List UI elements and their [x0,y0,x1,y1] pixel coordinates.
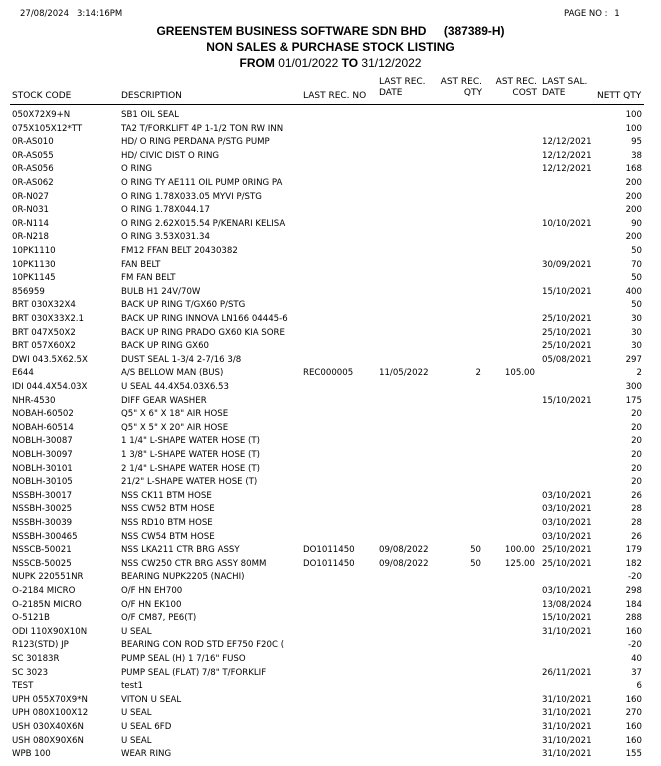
last-sal-date-cell: 31/10/2021 [542,694,592,705]
last-sal-date-cell: 13/08/2024 [542,599,592,610]
description-cell: O RING 1.78X044.17 [121,205,210,216]
last-sal-date-cell: 31/10/2021 [542,749,592,760]
description-cell: DUST SEAL 1-3/4 2-7/16 3/8 [121,354,242,365]
nett-qty-cell: 26 [631,490,642,501]
stock-code-cell: NOBLH-30101 [12,463,73,474]
nett-qty-cell: -20 [627,640,642,651]
nett-qty-cell: 20 [631,477,642,488]
to-label: TO [341,56,359,70]
table-row [0,422,661,436]
description-cell: NSS CW250 CTR BRG ASSY 80MM [121,558,267,569]
last-sal-date-cell: 03/10/2021 [542,531,592,542]
table-row [0,259,661,273]
last-sal-date-cell: 31/10/2021 [542,735,592,746]
stock-code-cell: 0R-N031 [12,205,50,216]
stock-code-cell: 856959 [12,286,45,297]
stock-code-cell: NSSCB-50021 [12,545,72,556]
stock-code-cell: O-5121B [12,613,50,624]
nett-qty-cell: 298 [625,586,642,596]
nett-qty-cell: 100 [625,110,642,120]
table-row [0,599,661,613]
nett-qty-cell: 50 [631,300,642,311]
nett-qty-cell: 182 [625,558,642,569]
col-last-sal-date-line1: LAST SAL. [542,77,588,87]
table-row [0,381,661,395]
nett-qty-cell: 200 [625,232,642,243]
table-row [0,231,661,245]
description-cell: U SEAL 6FD [121,722,172,732]
table-row [0,327,661,341]
stock-code-cell: NSSBH-30025 [12,504,73,515]
table-row [0,340,661,354]
table-row [0,463,661,477]
description-cell: 21/2" L-SHAPE WATER HOSE (T) [121,477,258,488]
description-cell: VITON U SEAL [121,694,182,705]
stock-code-cell: 10PK1110 [12,246,56,256]
col-stock-code: STOCK CODE [12,91,72,101]
nett-qty-cell: 28 [631,518,642,528]
description-cell: HD/ O RING PERDANA P/STG PUMP [121,137,270,148]
description-cell: BACK UP RING INNOVA LN166 04445-6 [121,314,288,324]
stock-code-cell: DWI 043.5X62.5X [12,354,88,365]
print-date: 27/08/2024 [20,9,69,19]
stock-code-cell: 075X105X12*TT [12,123,83,134]
col-nett-qty: NETT QTY [597,91,642,101]
nett-qty-cell: 90 [631,218,642,229]
last-rec-qty-cell: 50 [470,558,481,569]
description-cell: PUMP SEAL (H) 1 7/16" FUSO [121,654,246,664]
description-cell: BEARING NUPK2205 (NACHI) [121,572,245,583]
nett-qty-cell: 160 [625,722,642,732]
page-label: PAGE NO : [564,9,608,19]
stock-code-cell: SC 30183R [12,654,60,664]
nett-qty-cell: 155 [625,749,642,760]
nett-qty-cell: 200 [625,191,642,202]
last-rec-date-cell: 09/08/2022 [379,545,429,556]
description-cell: FM FAN BELT [121,273,176,284]
description-cell: BULB H1 24V/70W [121,286,201,297]
description-cell: DIFF GEAR WASHER [121,395,207,406]
table-row [0,735,661,749]
stock-code-cell: NOBLH-30105 [12,477,73,488]
last-rec-cost-cell: 105.00 [504,368,535,379]
last-rec-qty-cell: 50 [470,545,481,556]
description-cell: test1 [121,681,143,692]
table-row [0,612,661,626]
description-cell: WEAR RING [121,749,172,760]
nett-qty-cell: 20 [631,463,642,474]
table-row [0,354,661,368]
last-sal-date-cell: 25/10/2021 [542,327,592,338]
stock-code-cell: NOBLH-30087 [12,436,73,447]
table-row [0,204,661,218]
stock-code-cell: TEST [12,681,34,692]
table-row [0,707,661,721]
col-last-rec-date-line1: LAST REC. [379,77,426,87]
table-row [0,177,661,191]
nett-qty-cell: 168 [625,164,642,175]
nett-qty-cell: 50 [631,246,642,256]
col-last-rec-cost [486,77,537,99]
description-cell: U SEAL 44.4X54.03X6.53 [121,382,229,392]
table-row [0,626,661,640]
table-row [0,395,661,409]
stock-code-cell: WPB 100 [12,749,51,760]
last-sal-date-cell: 10/10/2021 [542,218,592,229]
page-value: 1 [614,9,620,19]
table-row [0,286,661,300]
table-row [0,694,661,708]
nett-qty-cell: 175 [625,395,642,406]
description-cell: O RING 3.53X031.34 [121,232,210,243]
nett-qty-cell: 297 [625,354,642,365]
nett-qty-cell: 2 [636,368,642,379]
description-cell: U SEAL [121,735,152,746]
from-date: 01/01/2022 [278,56,339,70]
last-rec-cost-cell: 125.00 [504,558,535,569]
table-row [0,109,661,123]
description-cell: Q5" X 6" X 18" AIR HOSE [121,409,229,420]
stock-code-cell: 0R-AS055 [12,150,54,161]
nett-qty-cell: 26 [631,531,642,542]
report-title: NON SALES & PURCHASE STOCK LISTING [206,40,455,54]
description-cell: U SEAL [121,626,152,637]
last-sal-date-cell: 25/10/2021 [542,314,592,324]
description-cell: O RING [121,164,153,175]
stock-code-cell: NSSBH-300465 [12,531,78,542]
stock-code-cell: NSSCB-50025 [12,558,72,569]
col-description: DESCRIPTION [121,91,182,101]
page-number [564,9,620,19]
stock-code-cell: BRT 030X33X2.1 [12,314,85,324]
last-rec-date-cell: 11/05/2022 [379,368,429,379]
table-row [0,449,661,463]
stock-code-cell: BRT 057X60X2 [12,341,76,352]
last-sal-date-cell: 03/10/2021 [542,490,592,501]
nett-qty-cell: 30 [631,341,642,352]
nett-qty-cell: 40 [631,654,642,664]
nett-qty-cell: 20 [631,450,642,460]
stock-code-cell: O-2185N MICRO [12,599,82,610]
col-last-rec-date [379,77,426,99]
nett-qty-cell: -20 [627,572,642,583]
nett-qty-cell: 6 [636,681,642,692]
nett-qty-cell: 95 [631,137,642,148]
last-rec-qty-cell: 2 [475,368,481,379]
stock-code-cell: 0R-AS010 [12,137,54,148]
table-row [0,313,661,327]
from-label: FROM [239,56,275,70]
description-cell: O RING 2.62X015.54 P/KENARI KELISA [121,218,286,229]
last-rec-no-cell: REC000005 [303,368,354,379]
stock-code-cell: UPH 080X100X12 [12,708,89,719]
last-sal-date-cell: 05/08/2021 [542,354,592,365]
description-cell: PUMP SEAL (FLAT) 7/8" T/FORKLIF [121,667,267,678]
col-last-rec-qty [436,77,482,99]
description-cell: O/F HN EK100 [121,599,182,610]
table-row [0,585,661,599]
table-row [0,435,661,449]
last-sal-date-cell: 31/10/2021 [542,722,592,732]
col-last-rec-cost-line2: COST [512,88,537,98]
stock-code-cell: 0R-N218 [12,232,50,243]
description-cell: 1 1/4" L-SHAPE WATER HOSE (T) [121,436,261,447]
stock-code-cell: 050X72X9+N [12,110,71,120]
table-row [0,245,661,259]
description-cell: U SEAL [121,708,152,719]
table-row [0,150,661,164]
nett-qty-cell: 160 [625,694,642,705]
description-cell: BEARING CON ROD STD EF750 F20C ( [121,640,285,651]
description-cell: 2 1/4" L-SHAPE WATER HOSE (T) [121,463,261,474]
nett-qty-cell: 30 [631,314,642,324]
last-sal-date-cell: 12/12/2021 [542,150,592,161]
table-row [0,721,661,735]
table-row [0,476,661,490]
table-row [0,367,661,381]
description-cell: HD/ CIVIC DIST O RING [121,150,220,161]
table-row [0,163,661,177]
description-cell: O RING 1.78X033.05 MYVI P/STG [121,191,262,202]
last-rec-no-cell: DO1011450 [303,545,355,556]
table-row [0,123,661,137]
table-row [0,639,661,653]
last-sal-date-cell: 03/10/2021 [542,504,592,515]
last-sal-date-cell: 03/10/2021 [542,586,592,596]
description-cell: BACK UP RING T/GX60 P/STG [121,300,246,311]
nett-qty-cell: 184 [625,599,642,610]
nett-qty-cell: 20 [631,409,642,420]
description-cell: NSS CW52 BTM HOSE [121,504,215,515]
table-row [0,517,661,531]
description-cell: SB1 OIL SEAL [121,110,179,120]
stock-code-cell: ODI 110X90X10N [12,626,88,637]
stock-code-cell: NSSBH-30039 [12,518,73,528]
description-cell: Q5" X 5" X 20" AIR HOSE [121,422,229,433]
last-sal-date-cell: 31/10/2021 [542,708,592,719]
col-last-sal-date [542,77,587,99]
nett-qty-cell: 38 [631,150,642,161]
description-cell: FM12 FFAN BELT 20430382 [121,246,238,256]
table-row [0,748,661,762]
last-rec-date-cell: 09/08/2022 [379,558,429,569]
stock-code-cell: 0R-N027 [12,191,50,202]
nett-qty-cell: 160 [625,735,642,746]
nett-qty-cell: 100 [625,123,642,134]
description-cell: O RING TY AE111 OIL PUMP 0RING PA [121,178,283,188]
nett-qty-cell: 270 [625,708,642,719]
last-sal-date-cell: 15/10/2021 [542,395,592,406]
stock-code-cell: SC 3023 [12,667,49,678]
stock-code-cell: NHR-4530 [12,395,56,406]
table-row [0,503,661,517]
stock-code-cell: NOBLH-30097 [12,450,73,460]
stock-code-cell: NOBAH-60514 [12,422,74,433]
nett-qty-cell: 400 [625,286,642,297]
last-sal-date-cell: 26/11/2021 [542,667,592,678]
stock-code-cell: O-2184 MICRO [12,586,76,596]
last-rec-no-cell: DO1011450 [303,558,355,569]
nett-qty-cell: 200 [625,178,642,188]
company-heading [0,24,661,38]
col-last-rec-qty-line2: QTY [463,88,482,98]
stock-code-cell: IDI 044.4X54.03X [12,382,88,392]
stock-code-cell: E644 [12,368,34,379]
last-sal-date-cell: 25/10/2021 [542,341,592,352]
nett-qty-cell: 20 [631,436,642,447]
stock-code-cell: NUPK 220551NR [12,572,84,583]
print-time: 3:14:16PM [77,9,123,19]
stock-code-cell: 0R-N114 [12,218,50,229]
table-row [0,490,661,504]
description-cell: NSS CW54 BTM HOSE [121,531,215,542]
description-cell: O/F HN EH700 [121,586,183,596]
table-row [0,531,661,545]
last-sal-date-cell: 15/10/2021 [542,613,592,624]
description-cell: NSS LKA211 CTR BRG ASSY [121,545,240,556]
nett-qty-cell: 179 [625,545,642,556]
stock-code-cell: BRT 030X32X4 [12,300,76,311]
description-cell: BACK UP RING PRADO GX60 KIA SORE [121,327,285,338]
last-sal-date-cell: 15/10/2021 [542,286,592,297]
description-cell: 1 3/8" L-SHAPE WATER HOSE (T) [121,450,261,460]
stock-code-cell: UPH 055X70X9*N [12,694,88,705]
description-cell: O/F CM87, PE6(T) [121,613,197,624]
last-sal-date-cell: 30/09/2021 [542,259,592,270]
company-name: GREENSTEM BUSINESS SOFTWARE SDN BHD [156,24,427,38]
description-cell: NSS RD10 BTM HOSE [121,518,213,528]
nett-qty-cell: 288 [625,613,642,624]
col-last-rec-qty-line1: AST REC. [440,77,482,87]
col-last-sal-date-line2: DATE [542,88,566,98]
nett-qty-cell: 28 [631,504,642,515]
nett-qty-cell: 37 [631,667,642,678]
stock-code-cell: 10PK1145 [12,273,56,284]
table-row [0,571,661,585]
last-sal-date-cell: 12/12/2021 [542,164,592,175]
stock-code-cell: USH 080X90X6N [12,735,84,746]
description-cell: A/S BELLOW MAN (BUS) [121,368,224,379]
nett-qty-cell: 30 [631,327,642,338]
table-row [0,667,661,681]
description-cell: FAN BELT [121,259,161,270]
stock-code-cell: R123(STD) JP [12,640,69,651]
last-sal-date-cell: 31/10/2021 [542,626,592,637]
description-cell: NSS CK11 BTM HOSE [121,490,212,501]
last-sal-date-cell: 12/12/2021 [542,137,592,148]
table-row [0,408,661,422]
report-period [0,56,661,70]
stock-code-cell: USH 030X40X6N [12,722,84,732]
nett-qty-cell: 20 [631,422,642,433]
nett-qty-cell: 200 [625,205,642,216]
nett-qty-cell: 70 [631,259,642,270]
header-divider [10,104,644,105]
stock-code-cell: 0R-AS056 [12,164,54,175]
nett-qty-cell: 50 [631,273,642,284]
nett-qty-cell: 160 [625,626,642,637]
last-rec-cost-cell: 100.00 [504,545,535,556]
table-row [0,558,661,572]
table-row [0,653,661,667]
table-row [0,680,661,694]
company-reg: (387389-H) [443,24,505,38]
last-sal-date-cell: 03/10/2021 [542,518,592,528]
last-sal-date-cell: 25/10/2021 [542,558,592,569]
stock-code-cell: 0R-AS062 [12,178,54,188]
table-row [0,299,661,313]
description-cell: BACK UP RING GX60 [121,341,210,352]
col-last-rec-cost-line1: AST REC. [495,77,537,87]
table-row [0,191,661,205]
col-last-rec-no: LAST REC. NO [303,91,367,101]
stock-code-cell: NOBAH-60502 [12,409,74,420]
table-row [0,136,661,150]
table-row [0,272,661,286]
stock-code-cell: 10PK1130 [12,259,56,270]
description-cell: TA2 T/FORKLIFT 4P 1-1/2 TON RW INN [121,123,284,134]
stock-code-cell: BRT 047X50X2 [12,327,76,338]
last-sal-date-cell: 25/10/2021 [542,545,592,556]
table-row [0,544,661,558]
stock-code-cell: NSSBH-30017 [12,490,73,501]
table-row [0,218,661,232]
nett-qty-cell: 300 [625,382,642,392]
col-last-rec-date-line2: DATE [379,88,403,98]
to-date: 31/12/2022 [361,56,422,70]
